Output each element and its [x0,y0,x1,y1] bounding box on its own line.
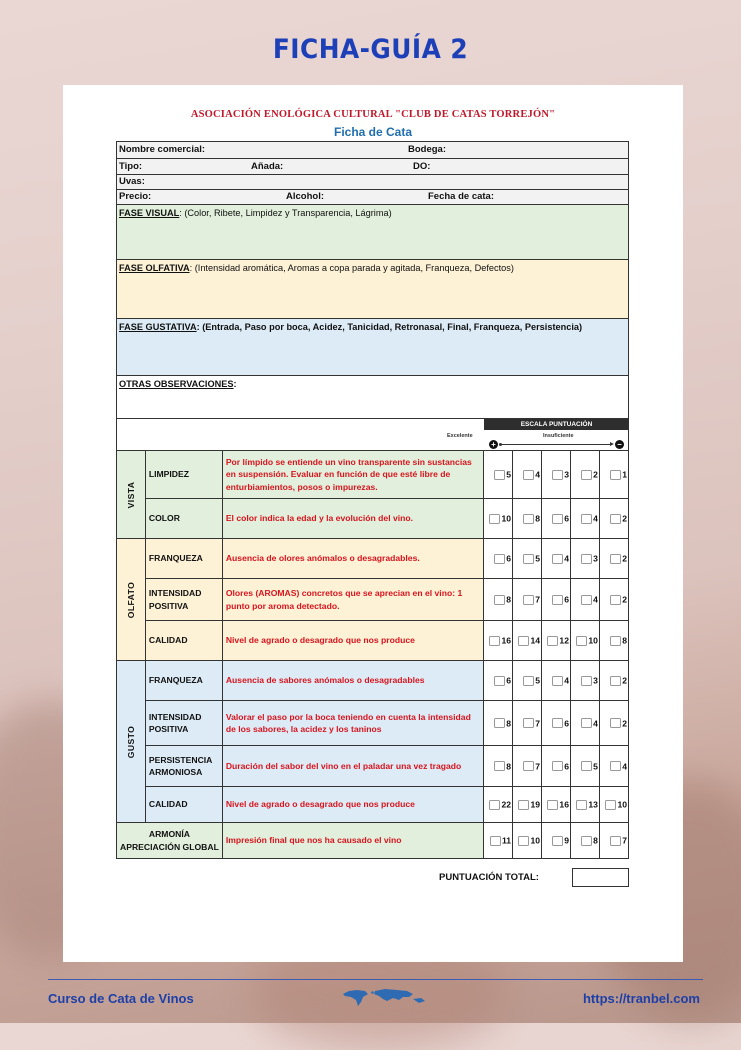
precio-field[interactable]: Precio: [119,191,152,202]
checkbox[interactable] [518,800,529,810]
criterion-label: COLOR [145,499,222,539]
bodega-field[interactable]: Bodega: [408,144,446,155]
checkbox[interactable] [489,800,500,810]
score-option[interactable]: 10 [570,621,599,661]
score-option[interactable]: 4 [570,701,599,746]
score-option[interactable]: 8 [484,746,513,787]
sheet-subtitle: Ficha de Cata [333,125,413,139]
score-option[interactable]: 4 [599,746,628,787]
criterion-description: Ausencia de sabores anómalos o desagradables [222,661,483,701]
score-option[interactable]: 3 [570,661,599,701]
info-row-nombre [116,141,629,158]
section-label: GUSTO [125,725,136,758]
table-row [117,701,629,746]
minus-icon: − [615,440,624,449]
score-option[interactable]: 4 [542,661,571,701]
score-option[interactable]: 10 [484,499,513,539]
checkbox[interactable] [490,836,501,846]
checkbox[interactable] [581,470,592,480]
criterion-label: CALIDAD [145,621,222,661]
fase-gustativa-desc: : (Entrada, Paso por boca, Acidez, Tanicidad, Retronasal, Final, Franqueza, Persistencia) [196,322,583,332]
score-option[interactable]: 4 [542,539,571,579]
fase-visual-label: FASE VISUAL [119,208,180,218]
checkbox[interactable] [610,718,621,728]
checkbox[interactable] [518,636,529,646]
score-option[interactable]: 2 [599,499,628,539]
score-option[interactable]: 6 [542,499,571,539]
checkbox[interactable] [610,636,621,646]
checkbox[interactable] [610,836,621,846]
score-option[interactable]: 14 [513,621,542,661]
nombre-comercial-field[interactable]: Nombre comercial: [119,144,206,155]
section-label: VISTA [125,481,136,508]
checkbox[interactable] [552,836,563,846]
table-row [117,621,629,661]
score-option[interactable]: 4 [570,499,599,539]
checkbox[interactable] [610,676,621,686]
checkbox[interactable] [523,554,534,564]
checkbox[interactable] [523,514,534,524]
section-olfato [117,539,146,661]
score-option[interactable]: 5 [513,661,542,701]
score-option[interactable]: 19 [513,787,542,823]
checkbox[interactable] [552,595,563,605]
score-option[interactable]: 10 [599,787,628,823]
uvas-field[interactable]: Uvas: [119,176,145,187]
score-option[interactable]: 6 [542,701,571,746]
section-gusto [117,661,146,823]
criterion-description: Nivel de agrado o desagrado que nos produce [222,621,483,661]
score-option[interactable]: 3 [570,539,599,579]
info-row-precio [116,189,629,204]
checkbox[interactable] [489,636,500,646]
observaciones-box[interactable] [116,375,629,418]
checkbox[interactable] [494,470,505,480]
checkbox[interactable] [523,470,534,480]
criterion-label: FRANQUEZA [145,539,222,579]
scale-insuficiente-label: Insuficiente [543,433,574,439]
checkbox[interactable] [552,761,563,771]
checkbox[interactable] [523,595,534,605]
scale-excelente-label: Excelente [447,433,473,439]
checkbox[interactable] [581,836,592,846]
score-option[interactable]: 5 [570,746,599,787]
criterion-label: CALIDAD [145,787,222,823]
checkbox[interactable] [489,514,500,524]
checkbox[interactable] [610,595,621,605]
anada-field[interactable]: Añada: [251,161,284,172]
checkbox[interactable] [605,800,616,810]
checkbox[interactable] [552,718,563,728]
plus-icon: + [489,440,498,449]
page-title: FICHA-GUÍA 2 [272,34,469,65]
score-option[interactable]: 10 [513,823,542,859]
alcohol-field[interactable]: Alcohol: [286,191,324,202]
fase-olfativa-label: FASE OLFATIVA [119,263,190,273]
total-score-input[interactable] [572,868,629,887]
score-option[interactable]: 7 [513,746,542,787]
checkbox[interactable] [523,676,534,686]
table-row [117,787,629,823]
section-vista [117,451,146,539]
score-option[interactable]: 13 [570,787,599,823]
fase-olfativa-box[interactable] [116,259,629,318]
checkbox[interactable] [610,761,621,771]
score-option[interactable]: 12 [542,621,571,661]
score-option[interactable]: 3 [542,451,571,499]
score-option[interactable]: 2 [599,539,628,579]
checkbox[interactable] [494,554,505,564]
observaciones-label: OTRAS OBSERVACIONES [119,379,234,389]
checkbox[interactable] [494,676,505,686]
score-option[interactable]: 2 [599,701,628,746]
criterion-description: Duración del sabor del vino en el paladar una vez tragado [222,746,483,787]
score-option[interactable]: 6 [542,746,571,787]
score-option[interactable]: 2 [570,451,599,499]
apreciacion-global-label: APRECIACIÓN GLOBAL [120,841,219,852]
score-option[interactable]: 16 [542,787,571,823]
score-option[interactable]: 2 [599,661,628,701]
criterion-description: Nivel de agrado o desagrado que nos produce [222,787,483,823]
section-label: OLFATO [125,581,136,618]
criterion-description: Olores (AROMAS) concretos que se aprecian en el vino: 1 punto por aroma detectado. [222,579,483,621]
fecha-cata-field[interactable]: Fecha de cata: [428,191,494,202]
score-option[interactable]: 7 [599,823,628,859]
organization-title: ASOCIACIÓN ENOLÓGICA CULTURAL "CLUB DE CATAS TORREJÓN" [190,109,556,120]
footer-divider [48,979,703,980]
score-option[interactable]: 8 [484,579,513,621]
checkbox[interactable] [581,554,592,564]
checkbox[interactable] [552,676,563,686]
score-option[interactable]: 2 [599,579,628,621]
do-field[interactable]: DO: [413,161,431,172]
checkbox[interactable] [494,718,505,728]
arrow-right-icon [500,444,612,445]
checkbox[interactable] [610,470,621,480]
checkbox[interactable] [581,718,592,728]
score-option[interactable]: 6 [542,579,571,621]
table-row [117,661,629,701]
score-option[interactable]: 11 [484,823,513,859]
score-option[interactable]: 5 [484,451,513,499]
fase-visual-box[interactable] [116,204,629,259]
score-option[interactable]: 4 [570,579,599,621]
tipo-field[interactable]: Tipo: [119,161,143,172]
criterion-description: El color indica la edad y la evolución del vino. [222,499,483,539]
score-option[interactable]: 6 [484,539,513,579]
fase-gustativa-label: FASE GUSTATIVA [119,322,197,332]
score-option[interactable]: 1 [599,451,628,499]
checkbox[interactable] [523,761,534,771]
fase-olfativa-desc: : (Intensidad aromática, Aromas a copa parada y agitada, Franqueza, Defectos) [189,263,514,273]
footer-course-title: Curso de Cata de Vinos [48,991,194,1006]
criterion-description: Valorar el paso por la boca teniendo en cuenta la intensidad de los sabores, la acidez y los taninos [222,701,483,746]
world-map-icon [341,985,433,1007]
checkbox[interactable] [576,800,587,810]
score-option[interactable]: 6 [484,661,513,701]
criterion-label: LIMPIDEZ [145,451,222,499]
checkbox[interactable] [494,595,505,605]
checkbox[interactable] [581,595,592,605]
tasting-sheet [63,85,683,962]
checkbox[interactable] [581,676,592,686]
score-option[interactable]: 8 [484,701,513,746]
table-row [117,499,629,539]
score-option[interactable]: 5 [513,539,542,579]
score-option[interactable]: 8 [570,823,599,859]
checkbox[interactable] [547,800,558,810]
criterion-label: INTENSIDAD POSITIVA [145,579,222,621]
checkbox[interactable] [552,514,563,524]
table-row [117,746,629,787]
checkbox[interactable] [523,718,534,728]
total-score-label: PUNTUACIÓN TOTAL: [439,872,539,883]
score-option[interactable]: 16 [484,621,513,661]
evaluation-table [116,450,629,859]
table-row-armonia [117,823,629,859]
score-option[interactable]: 9 [542,823,571,859]
criterion-description: Impresión final que nos ha causado el vino [222,823,483,859]
criterion-label: INTENSIDAD POSITIVA [145,701,222,746]
armonia-label: ARMONÍA [148,829,190,840]
checkbox[interactable] [576,636,587,646]
footer-website-link[interactable]: https://tranbel.com [582,991,700,1006]
armonia-criterion [117,823,223,859]
score-option[interactable]: 4 [513,451,542,499]
info-row-tipo [116,158,629,174]
observaciones-colon: : [233,379,237,389]
table-row [117,451,629,499]
scale-header: ESCALA PUNTUACIÓN [484,419,629,430]
checkbox[interactable] [581,761,592,771]
score-option[interactable]: 22 [484,787,513,823]
info-row-uvas [116,174,629,189]
table-row [117,579,629,621]
checkbox[interactable] [610,514,621,524]
score-option[interactable]: 7 [513,579,542,621]
score-option[interactable]: 8 [513,499,542,539]
checkbox[interactable] [581,514,592,524]
criterion-label: FRANQUEZA [145,661,222,701]
fase-visual-desc: : (Color, Ribete, Limpidez y Transparencia, Lágrima) [179,208,392,218]
checkbox[interactable] [547,636,558,646]
score-option[interactable]: 7 [513,701,542,746]
checkbox[interactable] [610,554,621,564]
checkbox[interactable] [552,470,563,480]
checkbox[interactable] [494,761,505,771]
criterion-description: Ausencia de olores anómalos o desagradables. [222,539,483,579]
scale-header-area [116,418,629,450]
criterion-description: Por límpido se entiende un vino transparente sin sustancias en suspensión. Evaluar en función de que esté libre de enturbiamientos, posos o impurezas. [222,451,483,499]
criterion-label: PERSISTENCIA ARMONIOSA [145,746,222,787]
fase-gustativa-box[interactable] [116,318,629,375]
checkbox[interactable] [552,554,563,564]
score-option[interactable]: 8 [599,621,628,661]
table-row [117,539,629,579]
checkbox[interactable] [518,836,529,846]
